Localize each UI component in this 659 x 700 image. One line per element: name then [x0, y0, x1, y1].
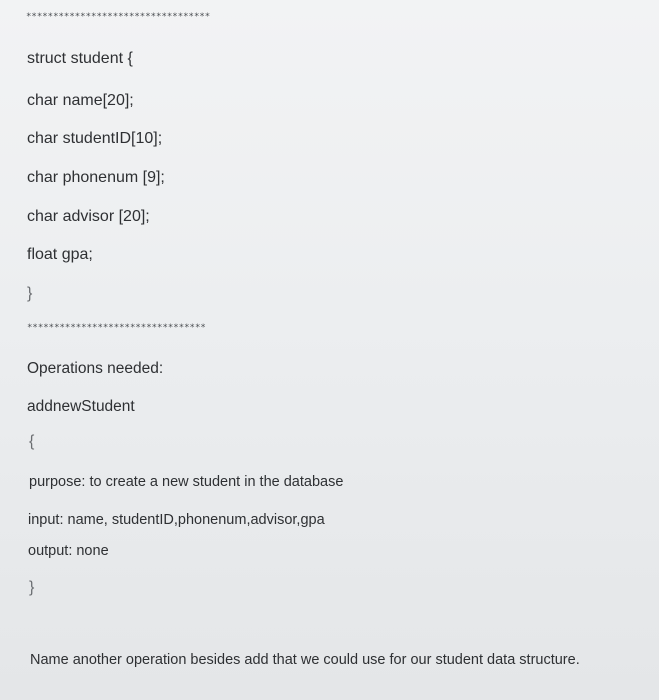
field-advisor: char advisor [20];: [27, 208, 150, 225]
field-gpa: float gpa;: [27, 246, 93, 263]
operation-purpose: purpose: to create a new student in the database: [29, 474, 344, 490]
operation-input: input: name, studentID,phonenum,advisor,gpa: [28, 512, 325, 528]
field-phonenum: char phonenum [9];: [27, 169, 165, 186]
field-student-id: char studentID[10];: [27, 130, 163, 147]
separator-top: **********************************: [26, 12, 211, 22]
struct-declaration: struct student {: [27, 50, 133, 67]
separator-bottom: *********************************: [27, 323, 206, 333]
field-name: char name[20];: [27, 92, 134, 109]
operation-open-brace: {: [29, 433, 35, 450]
operation-output: output: none: [28, 543, 109, 559]
operations-heading: Operations needed:: [27, 360, 164, 377]
question-text: Name another operation besides add that we could use for our student data structure.: [30, 652, 580, 668]
operation-name: addnewStudent: [27, 398, 135, 415]
operation-close-brace: }: [29, 579, 35, 596]
struct-close-brace: }: [27, 285, 33, 302]
